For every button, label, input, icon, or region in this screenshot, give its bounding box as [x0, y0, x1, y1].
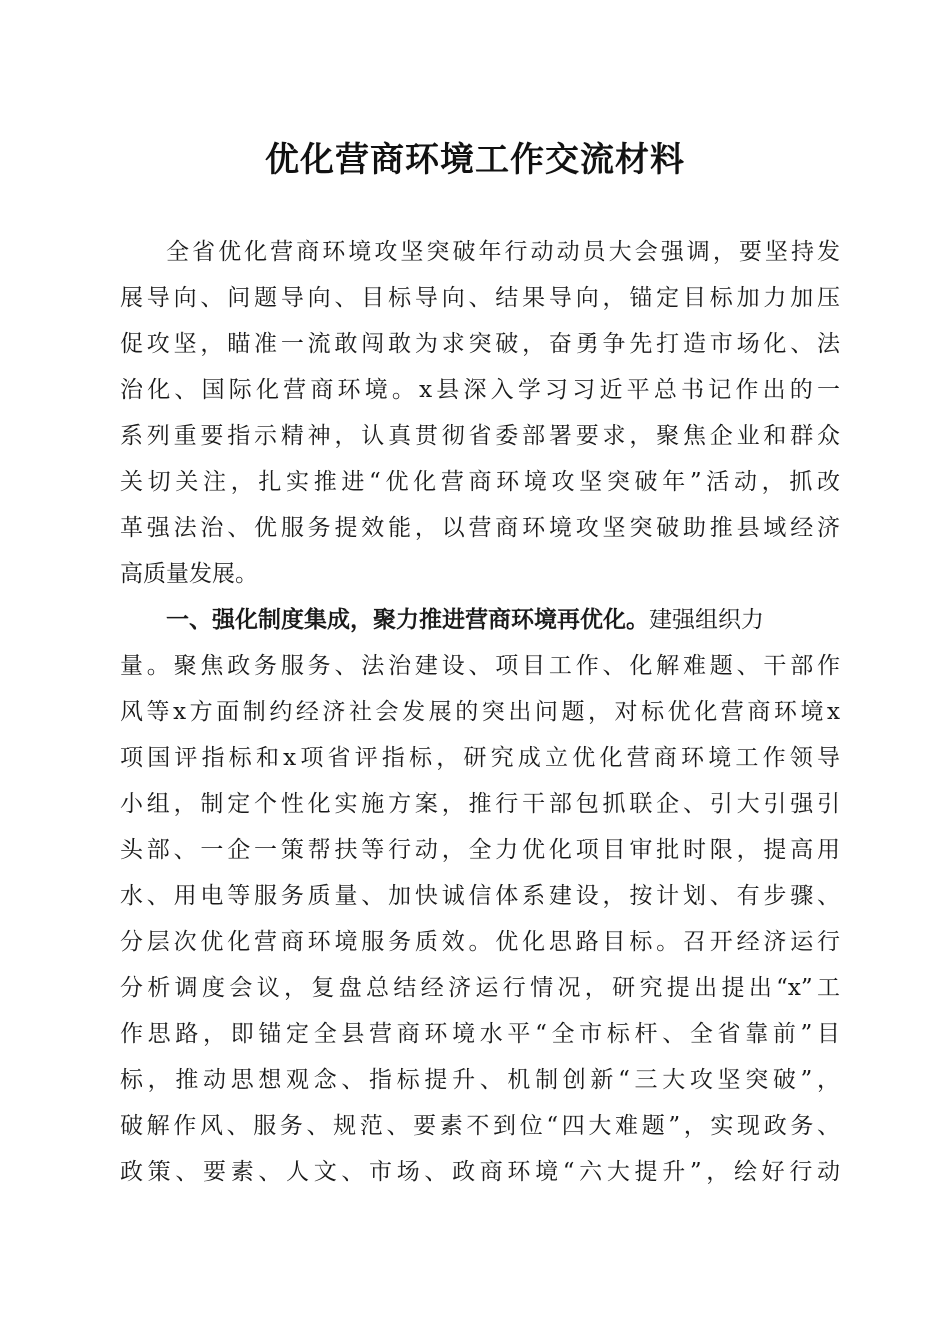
paragraph-line: 促攻坚，瞄准一流敢闯敢为求突破，奋勇争先打造市场化、法 [120, 331, 840, 357]
paragraph-line: 分层次优化营商环境服务质效。优化思路目标。召开经济运行 [120, 929, 840, 955]
paragraph-line: 项国评指标和x项省评指标，研究成立优化营商环境工作领导 [120, 745, 840, 771]
paragraph-line: 全省优化营商环境攻坚突破年行动动员大会强调，要坚持发 [166, 239, 840, 265]
paragraph-line: 治化、国际化营商环境。x县深入学习习近平总书记作出的一 [120, 377, 840, 403]
document-title: 优化营商环境工作交流材料 [265, 140, 685, 180]
paragraph-line: 头部、一企一策帮扶等行动，全力优化项目审批时限，提高用 [120, 837, 840, 863]
paragraph-line: 高质量发展。 [120, 561, 258, 587]
paragraph-line: 展导向、问题导向、目标导向、结果导向，锚定目标加力加压 [120, 285, 840, 311]
paragraph-line: 破解作风、服务、规范、要素不到位“四大难题”，实现政务、 [120, 1113, 840, 1139]
paragraph-line: 量。聚焦政务服务、法治建设、项目工作、化解难题、干部作 [120, 653, 840, 679]
section-heading-rest: 建强组织力 [649, 607, 764, 633]
paragraph-line: 风等x方面制约经济社会发展的突出问题，对标优化营商环境x [120, 699, 840, 725]
paragraph-line: 系列重要指示精神，认真贯彻省委部署要求，聚焦企业和群众 [120, 423, 840, 449]
paragraph-line: 关切关注，扎实推进“优化营商环境攻坚突破年”活动，抓改 [120, 469, 840, 495]
paragraph-line: 水、用电等服务质量、加快诚信体系建设，按计划、有步骤、 [120, 883, 840, 909]
section-heading: 一、强化制度集成，聚力推进营商环境再优化。 [166, 606, 649, 633]
paragraph-line: 标，推动思想观念、指标提升、机制创新“三大攻坚突破”， [120, 1067, 840, 1093]
paragraph-line: 小组，制定个性化实施方案，推行干部包抓联企、引大引强引 [120, 791, 840, 817]
paragraph-line: 分析调度会议，复盘总结经济运行情况，研究提出提出“x”工 [120, 975, 840, 1001]
paragraph-line: 政策、要素、人文、市场、政商环境“六大提升”，绘好行动 [120, 1159, 840, 1185]
section-heading-line [120, 597, 840, 643]
paragraph-line: 作思路，即锚定全县营商环境水平“全市标杆、全省靠前”目 [120, 1021, 840, 1047]
paragraph-line: 革强法治、优服务提效能，以营商环境攻坚突破助推县域经济 [120, 515, 840, 541]
